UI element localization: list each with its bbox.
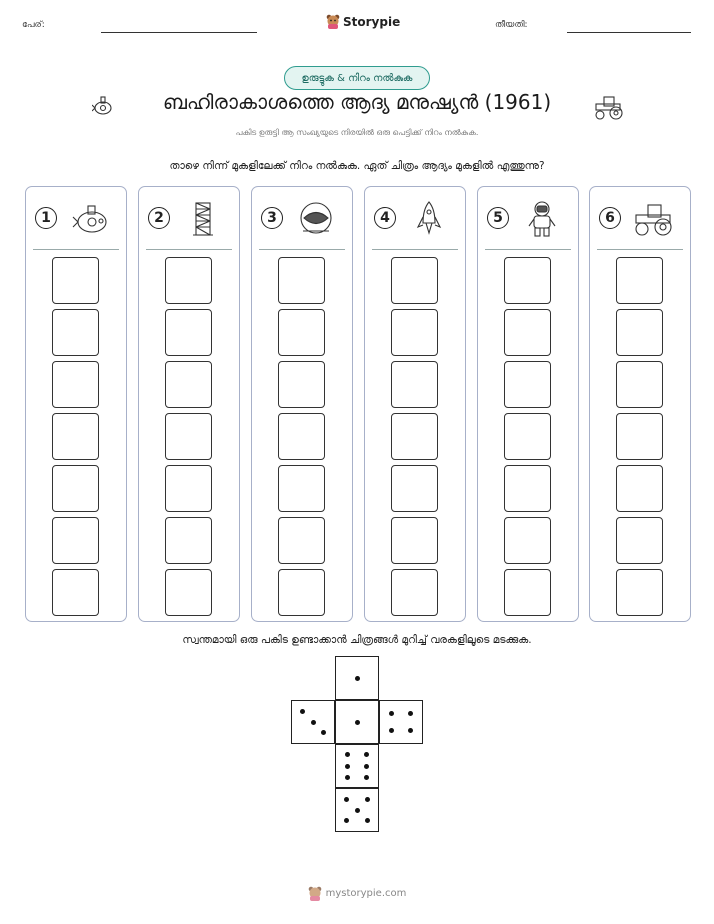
date-line[interactable] xyxy=(567,32,691,33)
die-instructions: സ്വന്തമായി ഒരു പകിട ഉണ്ടാക്കാൻ ചിത്രങ്ങൾ മുറിച്ച് വരകളിലൂടെ മടക്കുക. xyxy=(182,634,532,646)
brand-name: Storypie xyxy=(343,14,401,29)
die-face xyxy=(335,700,379,744)
color-box[interactable] xyxy=(52,517,99,564)
color-box[interactable] xyxy=(504,517,551,564)
die-pip xyxy=(364,775,369,780)
color-box[interactable] xyxy=(391,413,438,460)
color-box[interactable] xyxy=(165,309,212,356)
color-box[interactable] xyxy=(616,465,663,512)
color-box[interactable] xyxy=(278,569,325,616)
instructions: താഴെ നിന്ന് മുകളിലേക്ക് നിറം നൽകുക. ഏത് ചിത്രം ആദ്യം മുകളിൽ എത്തുന്നു? xyxy=(169,160,545,172)
tractor-icon xyxy=(592,94,626,120)
die-pip xyxy=(311,720,316,725)
column-number: 6 xyxy=(599,207,621,229)
column-divider xyxy=(146,249,232,250)
color-box[interactable] xyxy=(278,361,325,408)
color-box[interactable] xyxy=(165,569,212,616)
color-box[interactable] xyxy=(52,361,99,408)
die-pip xyxy=(300,709,305,714)
color-box[interactable] xyxy=(391,361,438,408)
color-box[interactable] xyxy=(165,257,212,304)
storypie-bear-icon xyxy=(326,14,340,29)
launch-tower-icon xyxy=(181,201,225,237)
color-box[interactable] xyxy=(504,361,551,408)
color-box[interactable] xyxy=(165,465,212,512)
column-6 xyxy=(589,186,691,622)
die-face xyxy=(291,700,335,744)
color-box[interactable] xyxy=(504,413,551,460)
color-box[interactable] xyxy=(504,569,551,616)
color-box[interactable] xyxy=(391,257,438,304)
die-pip xyxy=(364,752,369,757)
color-box[interactable] xyxy=(391,309,438,356)
rocket-icon xyxy=(407,201,451,237)
date-label: തീയതി: xyxy=(495,20,528,30)
color-box[interactable] xyxy=(278,257,325,304)
column-3 xyxy=(251,186,353,622)
column-2 xyxy=(138,186,240,622)
die-pip xyxy=(345,752,350,757)
color-box[interactable] xyxy=(616,413,663,460)
color-box[interactable] xyxy=(504,309,551,356)
color-box[interactable] xyxy=(278,413,325,460)
submarine-icon xyxy=(68,201,112,237)
column-5 xyxy=(477,186,579,622)
die-pip xyxy=(365,797,370,802)
brand-logo xyxy=(326,14,400,29)
color-box[interactable] xyxy=(504,257,551,304)
die-face xyxy=(335,656,379,700)
column-divider xyxy=(33,249,119,250)
column-number: 5 xyxy=(487,207,509,229)
page-title: ബഹിരാകാശത്തെ ആദ്യ മനുഷ്യൻ (1961) xyxy=(162,90,552,114)
color-box[interactable] xyxy=(616,257,663,304)
die-pip xyxy=(321,730,326,735)
footer-url[interactable]: mystorypie.com xyxy=(325,888,407,899)
name-line[interactable] xyxy=(101,32,257,33)
die-pip xyxy=(345,764,350,769)
column-number: 1 xyxy=(35,207,57,229)
column-number: 3 xyxy=(261,207,283,229)
die-face xyxy=(335,744,379,788)
die-pip xyxy=(408,711,413,716)
color-box[interactable] xyxy=(165,361,212,408)
die-pip xyxy=(355,676,360,681)
color-box[interactable] xyxy=(52,413,99,460)
color-box[interactable] xyxy=(616,517,663,564)
color-box[interactable] xyxy=(391,465,438,512)
color-box[interactable] xyxy=(165,517,212,564)
astronaut-icon xyxy=(520,201,564,237)
name-label: പേര്: xyxy=(22,20,45,30)
die-pip xyxy=(408,728,413,733)
color-box[interactable] xyxy=(616,309,663,356)
die-face xyxy=(335,788,379,832)
die-pip xyxy=(389,728,394,733)
color-box[interactable] xyxy=(52,569,99,616)
die-pip xyxy=(355,720,360,725)
column-number: 4 xyxy=(374,207,396,229)
die-pip xyxy=(365,818,370,823)
color-box[interactable] xyxy=(278,517,325,564)
die-pip xyxy=(364,764,369,769)
color-box[interactable] xyxy=(52,309,99,356)
color-box[interactable] xyxy=(52,257,99,304)
die-face xyxy=(379,700,423,744)
die-pip xyxy=(345,775,350,780)
column-1 xyxy=(25,186,127,622)
color-box[interactable] xyxy=(391,517,438,564)
color-box[interactable] xyxy=(165,413,212,460)
column-divider xyxy=(485,249,571,250)
die-pip xyxy=(344,818,349,823)
tractor-icon xyxy=(632,201,676,237)
storypie-footer-icon xyxy=(308,886,322,901)
column-number: 2 xyxy=(148,207,170,229)
column-divider xyxy=(597,249,683,250)
footer xyxy=(0,886,714,901)
color-box[interactable] xyxy=(52,465,99,512)
astronaut-helmet-icon xyxy=(294,201,338,237)
color-box[interactable] xyxy=(391,569,438,616)
die-pip xyxy=(344,797,349,802)
color-box[interactable] xyxy=(278,309,325,356)
color-box[interactable] xyxy=(504,465,551,512)
column-divider xyxy=(259,249,345,250)
column-4 xyxy=(364,186,466,622)
color-box[interactable] xyxy=(616,361,663,408)
color-box[interactable] xyxy=(616,569,663,616)
activity-badge: ഉരുട്ടുക & നിറം നൽകുക xyxy=(284,66,430,90)
page-subtitle: പകിട ഉരുട്ടി ആ സംഖ്യയുടെ നിരയിൽ ഒരു പെട്ടിക്ക് നിറം നൽകുക. xyxy=(235,128,479,137)
color-box[interactable] xyxy=(278,465,325,512)
column-divider xyxy=(372,249,458,250)
die-pip xyxy=(355,808,360,813)
die-pip xyxy=(389,711,394,716)
